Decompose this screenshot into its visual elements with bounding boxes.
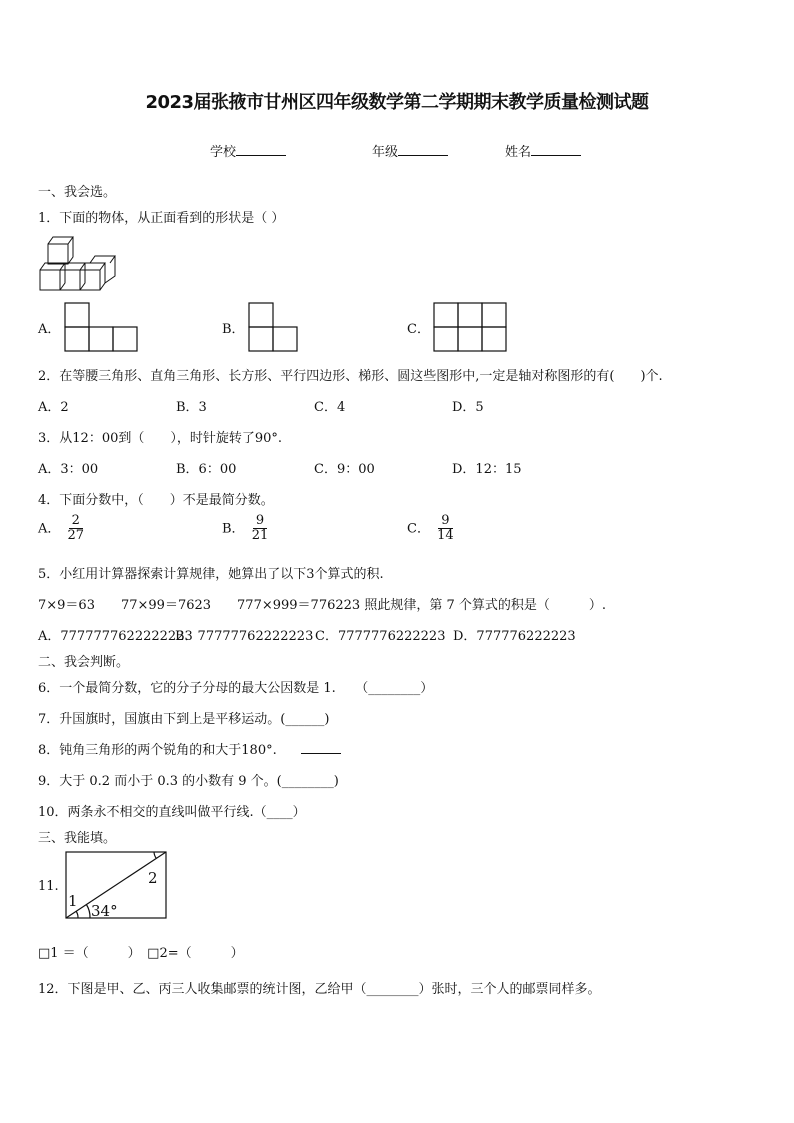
question-11-answers: □1 ＝（ ） □2=（ ）: [38, 946, 244, 961]
question-9: 9．大于 0.2 而小于 0.3 的小数有 9 个。(________): [38, 774, 339, 789]
grade-blank[interactable]: [398, 143, 448, 156]
question-8: [38, 739, 341, 758]
question-5-pattern: 7×9＝63 77×99＝7623 777×999＝776223 照此规律，第 7 个算式的积是（ ）.: [38, 598, 606, 613]
name-blank[interactable]: [531, 143, 581, 156]
q4-option-c-fraction: [434, 514, 457, 544]
q3-option-d[interactable]: D．12：15: [452, 462, 522, 477]
question-6: 6．一个最简分数，它的分子分母的最大公因数是 1. （________）: [38, 681, 434, 696]
q1-option-a[interactable]: A．: [38, 322, 61, 337]
grade-field: [372, 141, 448, 160]
angle-degree-label: 34°: [91, 902, 118, 920]
q3-option-c[interactable]: C．9：00: [314, 462, 375, 477]
q4-option-a-label: A．: [38, 521, 61, 537]
name-field: [505, 141, 581, 160]
school-field: [210, 141, 286, 160]
fraction-numerator: 9: [438, 514, 452, 529]
q5-option-b[interactable]: B．77777762222223: [175, 629, 314, 644]
school-label: 学校: [210, 145, 237, 160]
q5-option-c[interactable]: C．7777776222223: [315, 629, 446, 644]
question-12: 12．下图是甲、乙、丙三人收集邮票的统计图，乙给甲（________）张时，三个人的邮票同样多。: [38, 982, 601, 997]
angle-2-label: 2: [148, 869, 158, 887]
q1-option-b-figure: [248, 302, 298, 352]
question-2: 2．在等腰三角形、直角三角形、长方形、平行四边形、梯形、圆这些图形中,一定是轴对称图形的有( )个.: [38, 369, 663, 384]
question-5: 5．小红用计算器探索计算规律，她算出了以下3个算式的积.: [38, 567, 384, 582]
grade-label: 年级: [372, 145, 399, 160]
fraction-numerator: 9: [253, 514, 267, 529]
section-1-heading: 一、我会选。: [38, 185, 117, 200]
section-2-heading: 二、我会判断。: [38, 655, 130, 670]
q4-option-b-label: B．: [222, 521, 245, 537]
q1-option-a-figure: [64, 302, 138, 352]
section-3-heading: 三、我能填。: [38, 831, 117, 846]
q4-option-c-label: C．: [407, 521, 430, 537]
q3-option-b[interactable]: B．6：00: [176, 462, 237, 477]
q2-option-b[interactable]: B．3: [176, 400, 207, 415]
question-4: 4．下面分数中，（ ）不是最简分数。: [38, 493, 274, 508]
name-label: 姓名: [505, 145, 532, 160]
q4-option-a-fraction: [65, 514, 88, 544]
q1-option-c[interactable]: C．: [407, 322, 430, 337]
fraction-denominator: 27: [67, 528, 85, 544]
page-title: 2023届张掖市甘州区四年级数学第二学期期末教学质量检测试题: [145, 92, 649, 113]
q2-option-a[interactable]: A．2: [38, 400, 69, 415]
q1-option-c-figure: [433, 302, 507, 352]
q2-option-d[interactable]: D．5: [452, 400, 484, 415]
q4-option-b[interactable]: [222, 514, 271, 544]
q4-option-a[interactable]: [38, 514, 87, 544]
q3-option-a[interactable]: A．3：00: [38, 462, 99, 477]
q5-option-a[interactable]: A．7777777622222223: [38, 629, 193, 644]
school-blank[interactable]: [236, 143, 286, 156]
fraction-numerator: 2: [69, 514, 83, 529]
q2-option-c[interactable]: C．4: [314, 400, 346, 415]
q4-option-b-fraction: [249, 514, 272, 544]
question-1: 1．下面的物体，从正面看到的形状是（ ）: [38, 211, 285, 226]
question-8-blank[interactable]: [301, 741, 341, 754]
fraction-denominator: 21: [251, 528, 269, 544]
angle-1-label: 1: [68, 892, 78, 910]
q1-option-b[interactable]: B．: [222, 322, 245, 337]
question-7: 7．升国旗时，国旗由下到上是平移运动。(______): [38, 712, 330, 727]
rectangle-diagonal-figure: [64, 850, 168, 920]
question-11: 11.: [38, 879, 59, 894]
question-8-text: 8．钝角三角形的两个锐角的和大于180°.: [38, 743, 277, 758]
fraction-denominator: 14: [437, 528, 454, 544]
question-3: 3．从12：00到（ ），时针旋转了90°.: [38, 431, 283, 446]
q5-option-d[interactable]: D．777776222223: [453, 629, 576, 644]
q4-option-c[interactable]: [407, 514, 457, 544]
question-10: 10．两条永不相交的直线叫做平行线.（____）: [38, 805, 306, 820]
cube-stack-figure: [40, 236, 120, 294]
